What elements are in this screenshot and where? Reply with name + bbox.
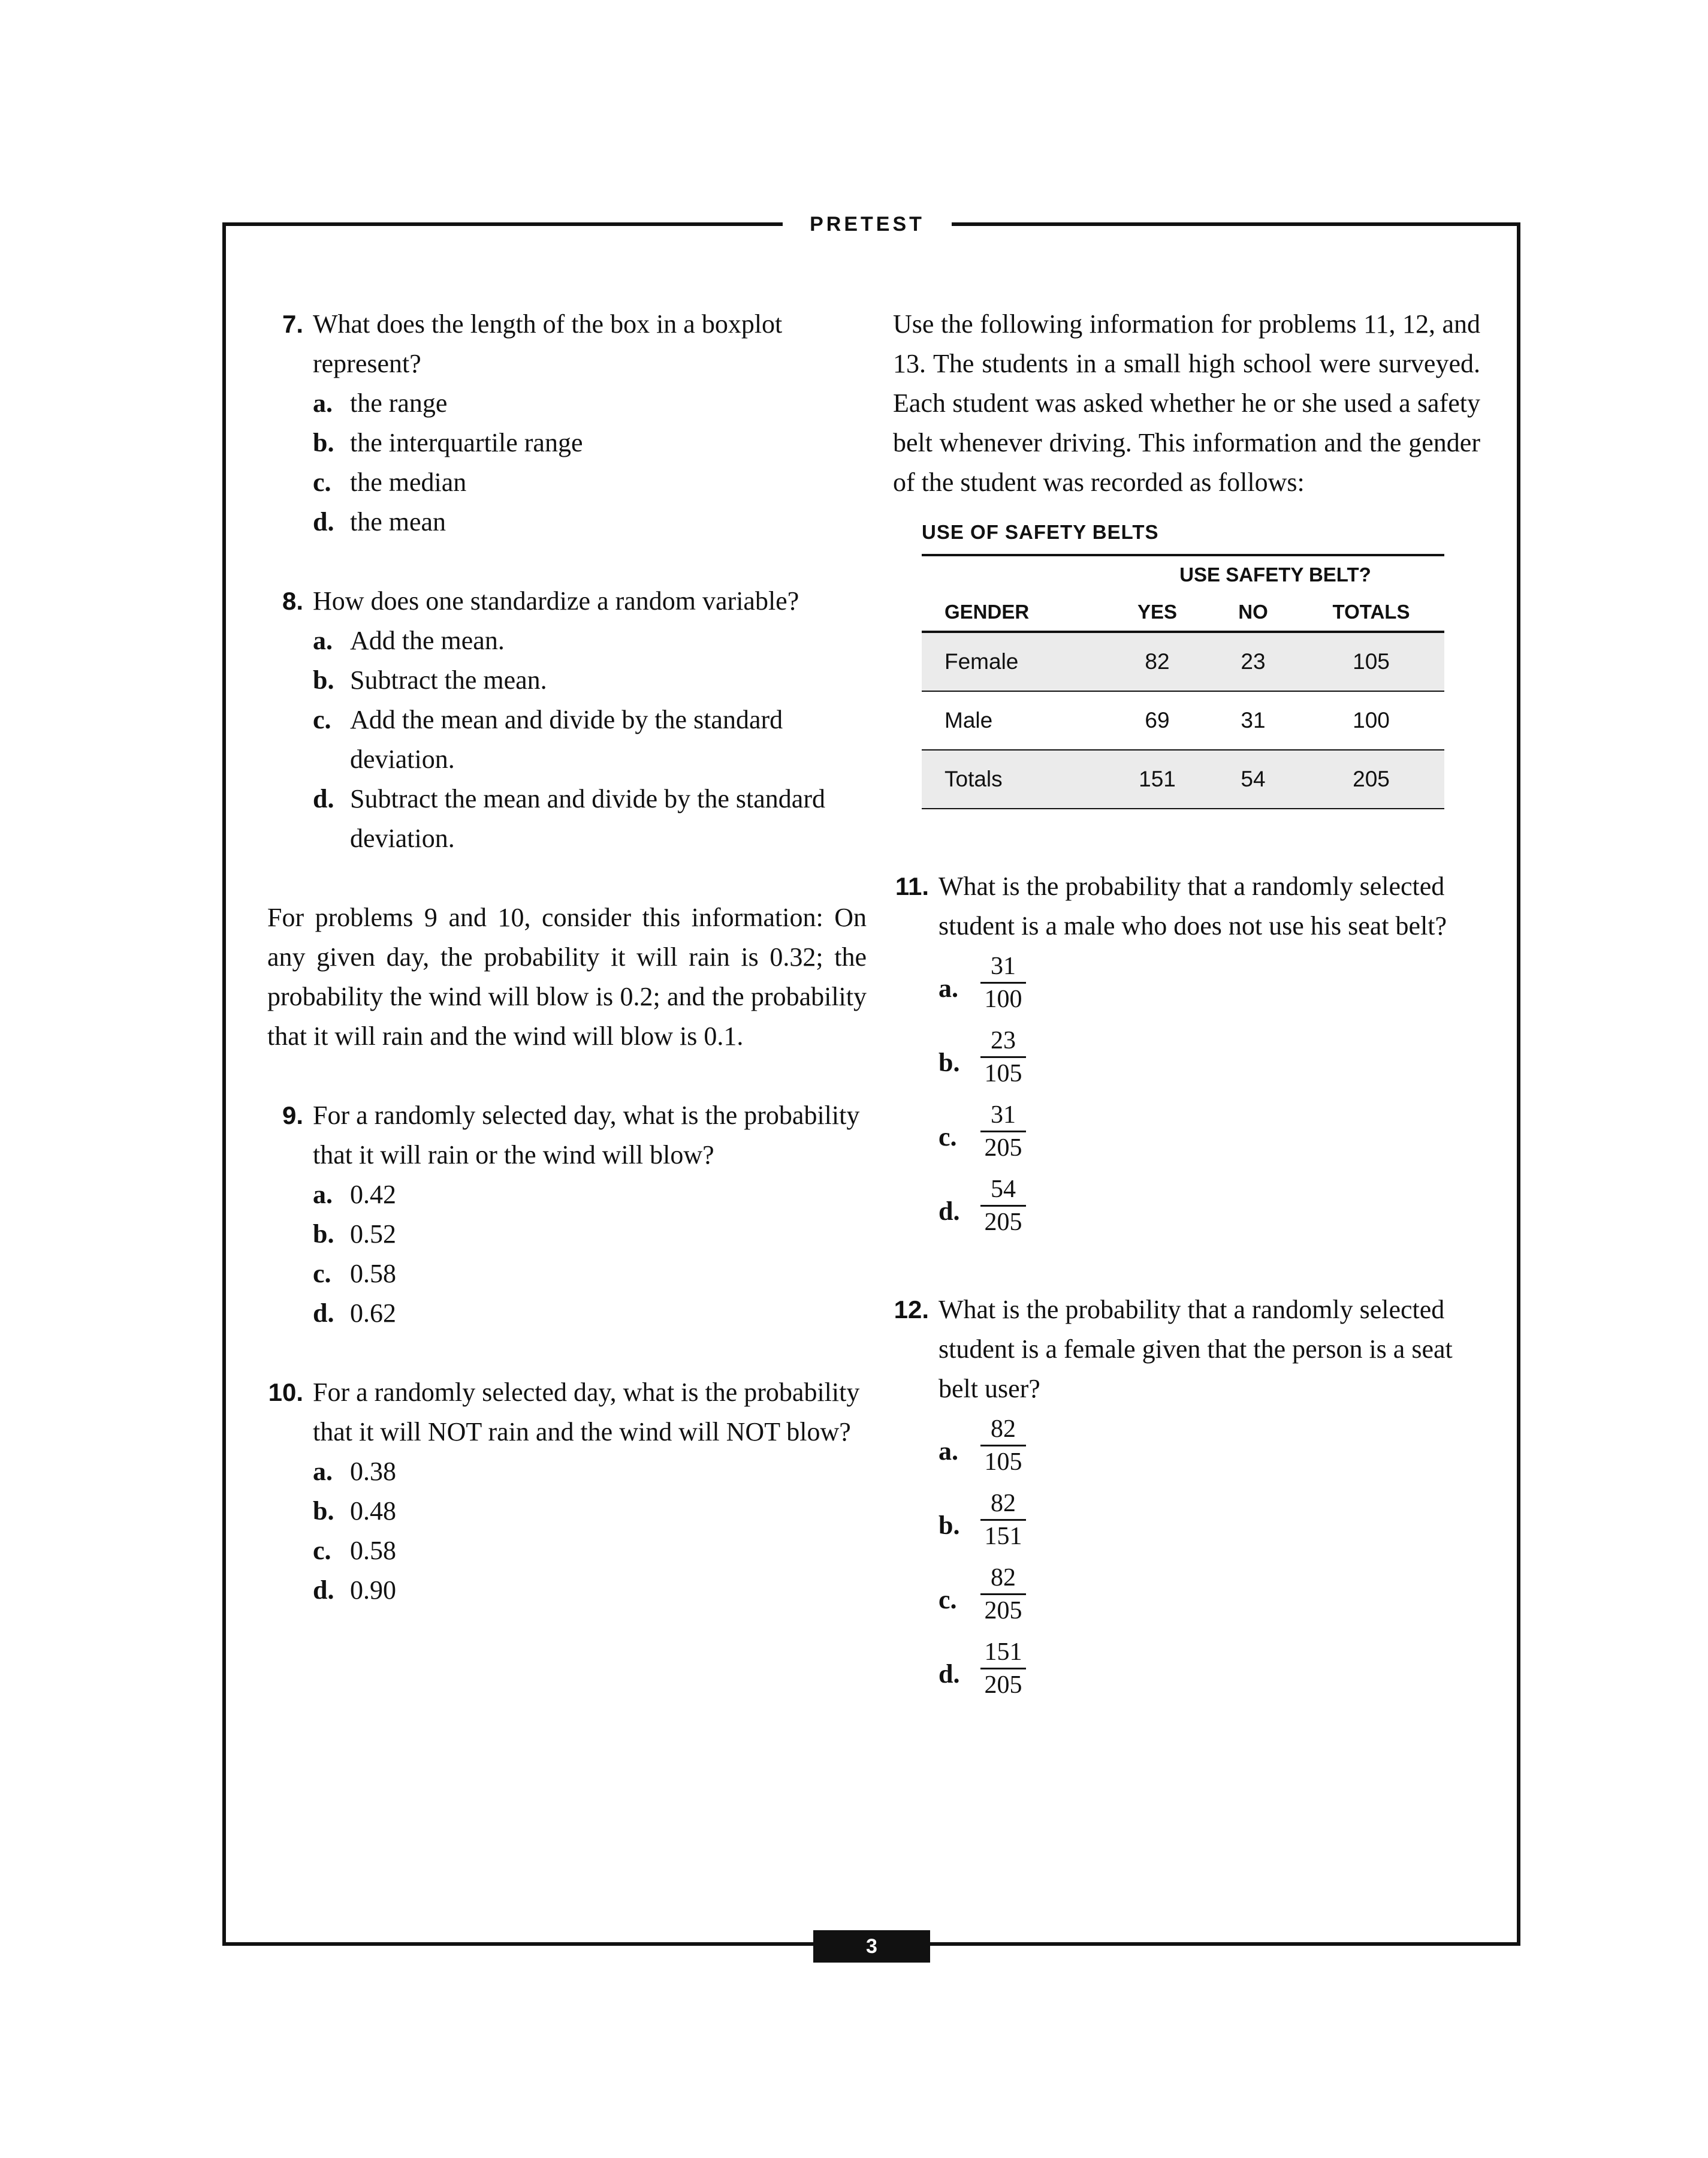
option-letter: b.	[313, 665, 334, 695]
option-b[interactable]	[313, 661, 867, 700]
option-d[interactable]	[313, 1571, 867, 1610]
option-letter: c.	[939, 1585, 957, 1614]
option-text: Add the mean.	[350, 626, 505, 655]
option-text: 0.58	[350, 1536, 396, 1565]
option-a[interactable]	[893, 1413, 1480, 1488]
fraction	[980, 1488, 1026, 1552]
denominator: 151	[984, 1523, 1022, 1550]
option-letter: b.	[313, 1219, 334, 1249]
table-cell: 69	[1145, 708, 1170, 733]
option-letter: c.	[313, 1259, 331, 1288]
denominator: 205	[984, 1134, 1022, 1162]
option-letter: c.	[313, 705, 331, 734]
spacer	[893, 1409, 1480, 1413]
spacer	[267, 1333, 867, 1373]
fraction	[980, 1562, 1026, 1626]
option-text: Add the mean and divide by the standard deviation.	[350, 705, 783, 774]
question-7	[267, 305, 867, 542]
option-list	[313, 384, 867, 542]
option-letter: a.	[313, 388, 333, 418]
option-d[interactable]	[893, 1636, 1480, 1711]
option-b[interactable]	[313, 423, 867, 463]
table-cell: 205	[1353, 767, 1390, 791]
option-b[interactable]	[893, 1488, 1480, 1562]
question-text: For a randomly selected day, what is the probability that it will rain or the wind will blow?	[313, 1101, 860, 1170]
numerator: 82	[991, 1564, 1016, 1592]
option-text: the interquartile range	[350, 428, 583, 457]
numerator: 82	[991, 1490, 1016, 1517]
question-11	[893, 867, 1480, 946]
option-text: the median	[350, 468, 467, 497]
option-letter: b.	[939, 1048, 960, 1077]
option-c[interactable]	[313, 463, 867, 502]
option-letter: d.	[313, 1575, 334, 1605]
denominator: 205	[984, 1208, 1022, 1236]
denominator: 205	[984, 1671, 1022, 1699]
denominator: 105	[984, 1060, 1022, 1087]
fraction	[980, 1099, 1026, 1164]
fraction	[980, 1025, 1026, 1089]
option-letter: b.	[939, 1511, 960, 1540]
table-row	[922, 633, 1444, 692]
option-b[interactable]	[313, 1491, 867, 1531]
denominator: 100	[984, 985, 1022, 1013]
table-title: USE OF SAFETY BELTS	[922, 521, 1159, 543]
numerator: 23	[991, 1027, 1016, 1054]
option-letter: a.	[313, 626, 333, 655]
option-letter: a.	[313, 1457, 333, 1486]
table-header-row	[922, 593, 1444, 633]
option-letter: a.	[313, 1180, 333, 1209]
safety-belt-table	[922, 554, 1444, 809]
question-10	[267, 1373, 867, 1610]
right-column	[893, 305, 1480, 1711]
fraction	[980, 1636, 1026, 1701]
question-number: 8.	[282, 587, 303, 615]
option-text: Subtract the mean.	[350, 665, 547, 695]
option-text: 0.62	[350, 1298, 396, 1328]
option-list	[893, 1413, 1480, 1711]
option-list	[313, 621, 867, 858]
option-letter: d.	[313, 507, 334, 537]
option-letter: d.	[313, 784, 334, 813]
numerator: 54	[991, 1176, 1016, 1203]
question-text: What is the probability that a randomly selected student is a male who does not use his seat belt?	[939, 872, 1447, 941]
denominator: 105	[984, 1448, 1022, 1476]
option-letter: d.	[939, 1196, 960, 1226]
option-letter: c.	[313, 468, 331, 497]
numerator: 82	[991, 1415, 1016, 1443]
option-letter: b.	[313, 428, 334, 457]
option-letter: c.	[313, 1536, 331, 1565]
column-header: TOTALS	[1332, 601, 1410, 623]
option-d[interactable]	[313, 779, 867, 858]
option-letter: d.	[313, 1298, 334, 1328]
question-12	[893, 1290, 1480, 1409]
table-cell: 23	[1241, 649, 1266, 674]
option-d[interactable]	[893, 1174, 1480, 1248]
table-row	[922, 751, 1444, 809]
fraction	[980, 1413, 1026, 1478]
option-d[interactable]	[313, 1294, 867, 1333]
question-text: What does the length of the box in a boxplot represent?	[313, 309, 783, 378]
question-text: How does one standardize a random variable?	[313, 586, 799, 616]
option-a[interactable]	[313, 384, 867, 423]
option-b[interactable]	[313, 1214, 867, 1254]
spacer	[267, 1056, 867, 1096]
option-text: 0.42	[350, 1180, 396, 1209]
option-text: 0.58	[350, 1259, 396, 1288]
question-number: 12.	[894, 1295, 929, 1324]
spacer	[893, 946, 1480, 951]
option-letter: d.	[939, 1659, 960, 1689]
option-b[interactable]	[893, 1025, 1480, 1099]
numerator: 31	[991, 1101, 1016, 1129]
spacer	[267, 542, 867, 581]
option-letter: b.	[313, 1496, 334, 1526]
question-text: For a randomly selected day, what is the probability that it will NOT rain and the wind will NOT blow?	[313, 1378, 860, 1446]
option-text: Subtract the mean and divide by the standard deviation.	[350, 784, 825, 853]
option-text: 0.90	[350, 1575, 396, 1605]
option-letter: c.	[939, 1122, 957, 1152]
table-cell: 31	[1241, 708, 1266, 733]
spacer	[893, 809, 1480, 867]
option-text: 0.38	[350, 1457, 396, 1486]
option-a[interactable]	[313, 1452, 867, 1491]
table-cell: Female	[944, 649, 1019, 674]
numerator: 151	[984, 1638, 1022, 1666]
numerator: 31	[991, 953, 1016, 980]
option-a[interactable]	[313, 621, 867, 661]
table-span-header: USE SAFETY BELT?	[1179, 563, 1371, 586]
option-list	[893, 951, 1480, 1248]
section-header: PRETEST	[783, 211, 952, 237]
table-cell: 105	[1353, 649, 1390, 674]
page-number: 3	[813, 1930, 930, 1963]
option-a[interactable]	[893, 951, 1480, 1025]
question-text: What is the probability that a randomly selected student is a female given that the person is a seat belt user?	[939, 1295, 1453, 1403]
fraction	[980, 951, 1026, 1015]
table-cell: Male	[944, 708, 993, 733]
table-cell: 100	[1353, 708, 1390, 733]
info-paragraph-11-13: Use the following information for problems 11, 12, and 13. The students in a small high school were surveyed. Each student was asked whether he or she used a safety belt whenever driving. This information and the gender of the student was recorded as follows:	[893, 309, 1480, 497]
info-paragraph-9-10: For problems 9 and 10, consider this information: On any given day, the probability it will rain is 0.32; the probability the wind will blow is 0.2; and the probability that it will rain and the wind will blow is 0.1.	[267, 903, 867, 1051]
option-text: 0.52	[350, 1219, 396, 1249]
spacer	[893, 1248, 1480, 1290]
option-a[interactable]	[313, 1175, 867, 1214]
question-9	[267, 1096, 867, 1333]
left-column	[267, 305, 867, 1610]
question-8	[267, 581, 867, 858]
option-c[interactable]	[893, 1099, 1480, 1174]
column-header: GENDER	[944, 601, 1030, 623]
option-text: the range	[350, 388, 448, 418]
denominator: 205	[984, 1597, 1022, 1624]
option-c[interactable]	[313, 1531, 867, 1571]
question-number: 10.	[268, 1378, 303, 1406]
option-c[interactable]	[893, 1562, 1480, 1636]
fraction	[980, 1174, 1026, 1238]
table-cell: 82	[1145, 649, 1170, 674]
option-d[interactable]	[313, 502, 867, 542]
column-header: NO	[1238, 601, 1268, 623]
option-list	[313, 1175, 867, 1333]
option-text: 0.48	[350, 1496, 396, 1526]
table-cell: 151	[1139, 767, 1176, 791]
option-c[interactable]	[313, 1254, 867, 1294]
option-letter: a.	[939, 973, 958, 1003]
table-cell: 54	[1241, 767, 1266, 791]
question-number: 7.	[282, 310, 303, 338]
question-number: 11.	[895, 872, 929, 900]
option-text: the mean	[350, 507, 446, 537]
option-list	[313, 1452, 867, 1610]
table-row	[922, 692, 1444, 751]
table-span-header-row	[922, 556, 1444, 593]
table-cell: Totals	[944, 767, 1003, 791]
option-c[interactable]	[313, 700, 867, 779]
column-header: YES	[1137, 601, 1178, 623]
option-letter: a.	[939, 1436, 958, 1466]
question-number: 9.	[282, 1101, 303, 1129]
